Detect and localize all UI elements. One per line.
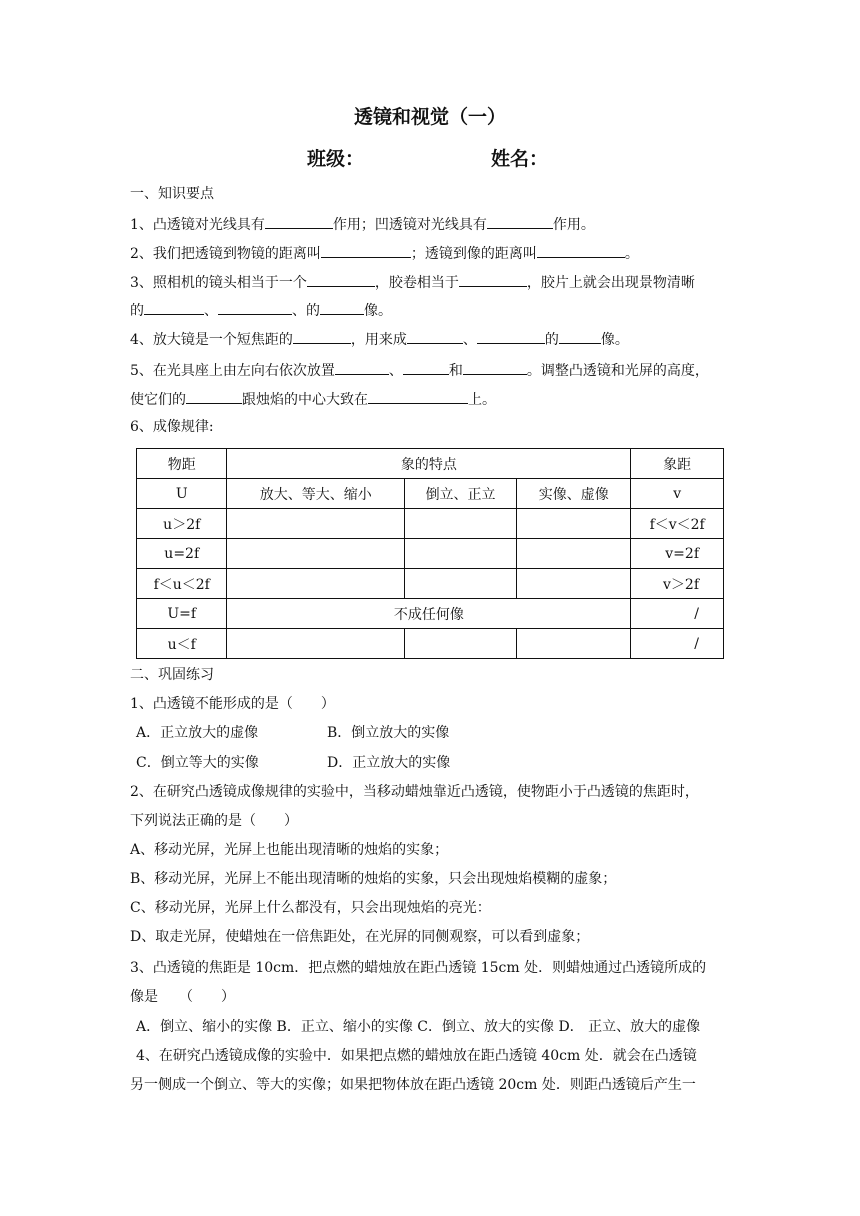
header-image-distance: 象距 (631, 449, 724, 479)
cell-v: / (631, 599, 724, 629)
knowledge-q2: 2、我们把透镜到物镜的距离叫 ；透镜到像的距离叫 。 (130, 242, 639, 264)
knowledge-q3-line1: 3、照相机的镜头相当于一个 ，胶卷相当于 ，胶片上就会出现景物清晰 (130, 271, 695, 293)
cell-empty[interactable] (227, 539, 405, 569)
table-row (137, 599, 724, 629)
cell-no-image: 不成任何像 (227, 599, 631, 629)
cell-v: v＞2f (631, 569, 724, 599)
cell-empty[interactable] (227, 509, 405, 539)
subheader-v: v (631, 479, 724, 509)
cell-empty[interactable] (404, 629, 516, 659)
cell-u: u=2f (137, 539, 227, 569)
cell-u: f＜u＜2f (137, 569, 227, 599)
answer-blank[interactable] (335, 359, 389, 375)
answer-blank[interactable] (144, 299, 204, 315)
header-features: 象的特点 (227, 449, 631, 479)
knowledge-q1: 1、凸透镜对光线具有 作用；凹透镜对光线具有 作用。 (130, 213, 595, 235)
practice-q2-option-a: A、移动光屏，光屏上也能出现清晰的烛焰的实象； (130, 842, 449, 858)
knowledge-q3-line2: 的 、 、的 像。 (130, 299, 392, 321)
cell-empty[interactable] (227, 569, 405, 599)
practice-q2-option-c: C、移动光屏，光屏上什么都没有，只会出现烛焰的亮光： (130, 900, 491, 916)
cell-empty[interactable] (404, 509, 516, 539)
answer-blank[interactable] (186, 388, 242, 404)
table-row (137, 509, 724, 539)
practice-q1: 1、凸透镜不能形成的是（ ） (130, 696, 335, 712)
knowledge-q4: 4、放大镜是一个短焦距的 ，用来成 、 的 像。 (130, 328, 629, 350)
practice-q4-line1: 4、在研究凸透镜成像的实验中．如果把点燃的蜡烛放在距凸透镜 40cm 处．就会在凸透镜 (136, 1048, 697, 1064)
section1-heading: 一、知识要点 (130, 186, 214, 202)
practice-q1-option-d: D．正立放大的实像 (327, 755, 451, 771)
table-row (137, 629, 724, 659)
practice-q2-option-d: D、取走光屏，使蜡烛在一倍焦距处，在光屏的同侧观察，可以看到虚象； (130, 929, 590, 945)
cell-u: u＜f (137, 629, 227, 659)
cell-empty[interactable] (517, 509, 631, 539)
cell-empty[interactable] (404, 569, 516, 599)
answer-blank[interactable] (265, 213, 333, 229)
cell-empty[interactable] (517, 569, 631, 599)
cell-u: u＞2f (137, 509, 227, 539)
page-title: 透镜和视觉（一） (353, 106, 506, 128)
answer-blank[interactable] (463, 359, 527, 375)
table-row (137, 569, 724, 599)
practice-q2-option-b: B、移动光屏，光屏上不能出现清晰的烛焰的实象，只会出现烛焰模糊的虚象； (130, 871, 617, 887)
answer-blank[interactable] (459, 271, 527, 287)
cell-v: / (631, 629, 724, 659)
practice-q1-option-b: B．倒立放大的实像 (327, 725, 450, 741)
cell-empty[interactable] (517, 629, 631, 659)
subheader-u: U (137, 479, 227, 509)
answer-blank[interactable] (307, 271, 375, 287)
practice-q2-line1: 2、在研究凸透镜成像规律的实验中，当移动蜡烛靠近凸透镜，使物距小于凸透镜的焦距时， (130, 784, 699, 800)
cell-empty[interactable] (404, 539, 516, 569)
practice-q3-line1: 3、凸透镜的焦距是 10cm．把点燃的蜡烛放在距凸透镜 15cm 处．则蜡烛通过凸透镜所成的 (130, 960, 707, 976)
knowledge-q5-line2: 使它们的 跟烛焰的中心大致在 上。 (130, 388, 496, 410)
answer-blank[interactable] (487, 213, 553, 229)
answer-blank[interactable] (559, 328, 601, 344)
imaging-rule-table (136, 448, 724, 659)
answer-blank[interactable] (321, 242, 411, 258)
section2-heading: 二、巩固练习 (130, 667, 214, 683)
answer-blank[interactable] (407, 328, 463, 344)
answer-blank[interactable] (320, 299, 364, 315)
answer-blank[interactable] (477, 328, 545, 344)
subheader-orientation: 倒立、正立 (404, 479, 516, 509)
cell-v: f＜v＜2f (631, 509, 724, 539)
cell-empty[interactable] (227, 629, 405, 659)
table-row (137, 539, 724, 569)
header-object-distance: 物距 (137, 449, 227, 479)
answer-blank[interactable] (537, 242, 625, 258)
cell-empty[interactable] (517, 539, 631, 569)
answer-blank[interactable] (403, 359, 449, 375)
answer-blank[interactable] (368, 388, 468, 404)
practice-q1-option-c: C．倒立等大的实像 (136, 755, 259, 771)
subheader-size: 放大、等大、缩小 (227, 479, 405, 509)
practice-q3-line2: 像是 （ ） (130, 989, 235, 1005)
practice-q2-line2: 下列说法正确的是（ ） (130, 813, 298, 829)
practice-q1-option-a: A．正立放大的虚像 (136, 725, 259, 741)
knowledge-q5-line1: 5、在光具座上由左向右依次放置 、 和 。调整凸透镜和光屏的高度， (130, 359, 709, 381)
cell-v: v=2f (631, 539, 724, 569)
practice-q4-line2: 另一侧成一个倒立、等大的实像；如果把物体放在距凸透镜 20cm 处．则距凸透镜后产生一 (130, 1077, 696, 1093)
practice-q3-options: A．倒立、缩小的实像 B．正立、缩小的实像 C．倒立、放大的实像 D． 正立、放大的虚像 (136, 1019, 701, 1035)
subheader-type: 实像、虚像 (517, 479, 631, 509)
class-label: 班级： (307, 148, 365, 170)
cell-u: U=f (137, 599, 227, 629)
name-label: 姓名： (491, 148, 549, 170)
answer-blank[interactable] (218, 299, 292, 315)
knowledge-q6: 6、成像规律: (130, 419, 214, 435)
answer-blank[interactable] (293, 328, 351, 344)
